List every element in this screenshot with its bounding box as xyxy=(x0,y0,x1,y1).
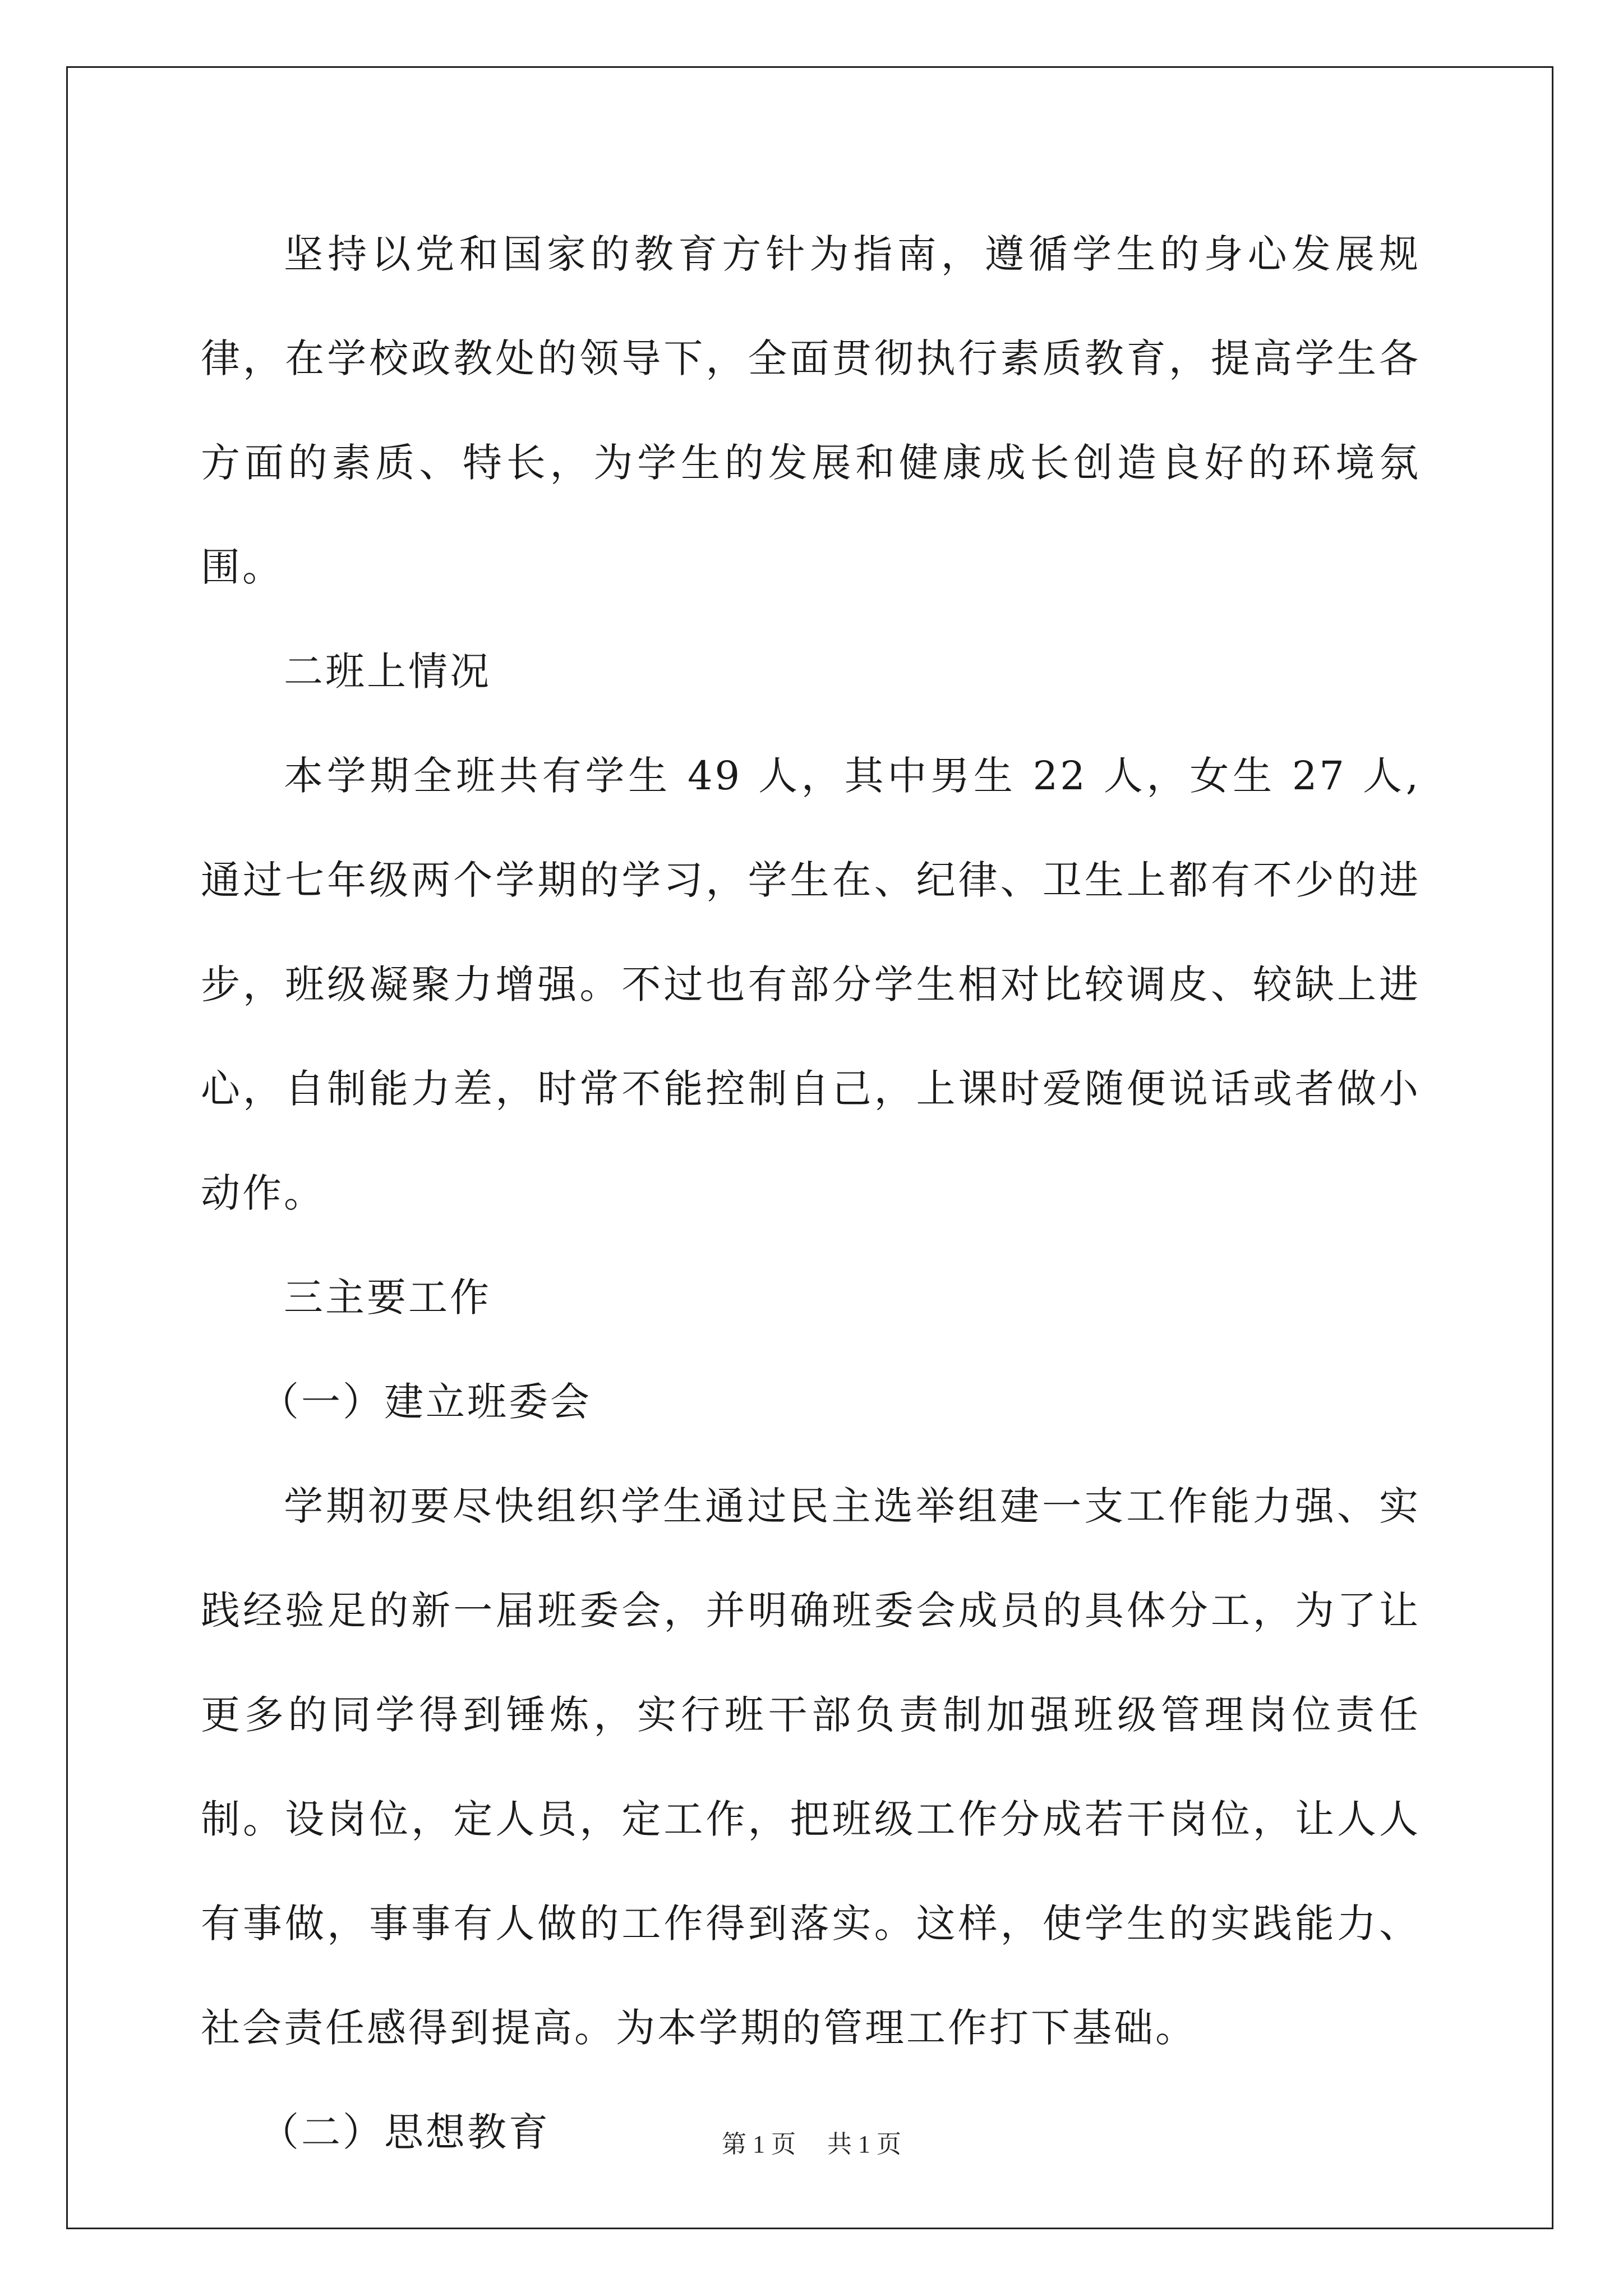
subheading-ideological-education: （二）思想教育 xyxy=(260,2109,550,2155)
page-number: 第 1 页 xyxy=(722,2131,796,2158)
heading-main-work: 三主要工作 xyxy=(284,1274,491,1320)
heading-class-situation: 二班上情况 xyxy=(284,648,491,694)
document-body xyxy=(201,202,1421,2184)
page-total: 共 1 页 xyxy=(827,2131,901,2158)
page-footer xyxy=(0,2124,1623,2160)
paragraph-class-situation: 本学期全班共有学生 49 人，其中男生 22 人，女生 27 人,通过七年级两个学期的学习，学生在、纪律、卫生上都有不少的进步，班级凝聚力增强。不过也有部分学生相对比较调皮、较缺上进心，自制能力差，时常不能控制自己，上课时爱随便说话或者做小动作。 xyxy=(201,753,1421,1216)
subheading-class-committee: （一）建立班委会 xyxy=(260,1379,592,1425)
paragraph-guiding-principles: 坚持以党和国家的教育方针为指南，遵循学生的身心发展规律，在学校政教处的领导下，全面贯彻执行素质教育，提高学生各方面的素质、特长，为学生的发展和健康成长创造良好的环境氛围。 xyxy=(201,231,1421,590)
paragraph-class-committee: 学期初要尽快组织学生通过民主选举组建一支工作能力强、实践经验足的新一届班委会，并明确班委会成员的具体分工，为了让更多的同学得到锤炼，实行班干部负责制加强班级管理岗位责任制。设岗位，定人员，定工作，把班级工作分成若干岗位，让人人有事做，事事有人做的工作得到落实。这样，使学生的实践能力、社会责任感得到提高。为本学期的管理工作打下基础。 xyxy=(201,1483,1421,2051)
